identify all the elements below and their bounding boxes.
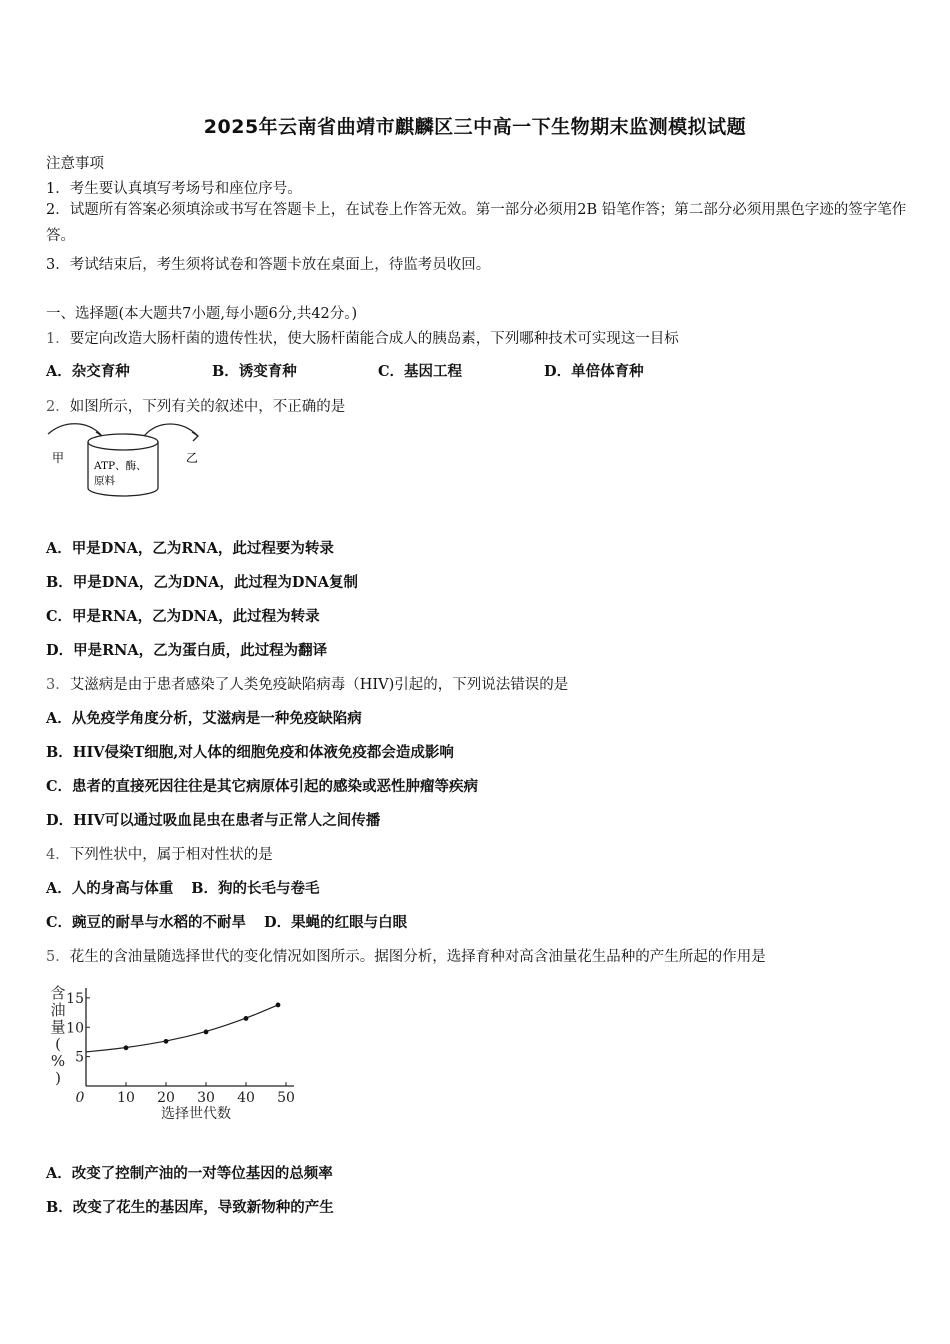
cylinder-diagram	[44, 420, 214, 500]
notice-item-2: 2．试题所有答案必须填涂或书写在答题卡上，在试卷上作答无效。第一部分必须用2B 铅笔作答；第二部分必须用黑色字迹的签字笔作答。	[46, 202, 907, 244]
question-stem: 下列性状中，属于相对性状的是	[69, 847, 273, 863]
q4-options-row-2	[46, 911, 407, 932]
question-stem: 要定向改造大肠杆菌的遗传性状，使大肠杆菌能合成人的胰岛素，下列哪种技术可实现这一目标	[69, 331, 679, 347]
q5-option-b: B．改变了花生的基因库，导致新物种的产生	[46, 1199, 334, 1216]
cylinder-content-1: ATP、酶、	[94, 460, 147, 472]
q3-option-c: C．患者的直接死因往往是其它病原体引起的感染或恶性肿瘤等疾病	[46, 778, 479, 795]
q2-option-d: D．甲是RNA，乙为蛋白质，此过程为翻译	[46, 642, 328, 659]
data-point	[244, 1016, 249, 1021]
right-arrow-head	[192, 432, 198, 441]
question-4	[46, 843, 273, 864]
oil-content-chart	[44, 982, 304, 1124]
notice-item-1: 1．考生要认真填写考场号和座位序号。	[46, 181, 302, 197]
data-point	[164, 1039, 169, 1044]
label-jia: 甲	[52, 451, 65, 465]
x-tick-label: 10	[117, 1090, 135, 1106]
x-tick-label: 0	[75, 1090, 85, 1106]
question-2	[46, 395, 345, 416]
x-tick-label: 20	[157, 1090, 175, 1106]
y-tick-label: 15	[66, 990, 84, 1007]
question-1	[46, 327, 679, 348]
cylinder-content-2: 原料	[94, 475, 115, 487]
option-c: C．基因工程	[378, 363, 463, 380]
series-line	[86, 1005, 278, 1052]
cylinder-bottom	[88, 488, 158, 496]
section-heading: 一、选择题(本大题共7小题,每小题6分,共42分。)	[46, 306, 358, 322]
data-point	[276, 1003, 281, 1008]
left-arrow-curve	[48, 424, 102, 436]
option-a: A．杂交育种	[46, 363, 130, 380]
q2-option-a: A．甲是DNA，乙为RNA，此过程要为转录	[46, 540, 334, 557]
cylinder-top	[88, 434, 158, 450]
option-a: A．人的身高与体重	[46, 880, 174, 897]
q2-option-b: B．甲是DNA，乙为DNA，此过程为DNA复制	[46, 574, 358, 591]
data-point	[124, 1045, 129, 1050]
q4-options-row-1	[46, 877, 320, 898]
data-point	[204, 1030, 209, 1035]
q3-option-a: A．从免疫学角度分析，艾滋病是一种免疫缺陷病	[46, 710, 362, 727]
notice-item-3: 3．考试结束后，考生须将试卷和答题卡放在桌面上，待监考员收回。	[46, 257, 491, 273]
question-3	[46, 673, 568, 694]
question-stem: 艾滋病是由于患者感染了人类免疫缺陷病毒（HIV)引起的，下列说法错误的是	[69, 677, 569, 693]
q2-option-c: C．甲是RNA，乙为DNA，此过程为转录	[46, 608, 320, 625]
q3-option-b: B．HIV侵染T细胞,对人体的细胞免疫和体液免疫都会造成影响	[46, 744, 454, 761]
question-stem: 花生的含油量随选择世代的变化情况如图所示。据图分析，选择育种对高含油量花生品种的产生所起的作用是	[69, 949, 766, 965]
svg-text:含油量(%): 含油量( % )	[50, 984, 66, 1087]
question-5	[46, 945, 766, 966]
option-c: C．豌豆的耐旱与水稻的不耐旱	[46, 914, 247, 931]
x-axis-title: 选择世代数	[161, 1106, 231, 1122]
x-tick-label: 50	[277, 1090, 295, 1106]
q5-option-a: A．改变了控制产油的一对等位基因的总频率	[46, 1165, 333, 1182]
option-b: B．诱变育种	[212, 363, 297, 380]
y-tick-label: 10	[66, 1020, 84, 1037]
question-number: 3．	[46, 677, 70, 693]
question-1-options	[46, 360, 710, 381]
question-number: 1．	[46, 331, 70, 347]
y-axis-title	[50, 984, 65, 1087]
x-tick-label: 30	[197, 1090, 215, 1106]
option-d: D．果蝇的红眼与白眼	[264, 914, 408, 931]
q3-option-d: D．HIV可以通过吸血昆虫在患者与正常人之间传播	[46, 812, 381, 829]
option-b: B．狗的长毛与卷毛	[191, 880, 320, 897]
label-yi: 乙	[186, 451, 199, 465]
x-tick-label: 40	[237, 1090, 255, 1106]
question-number: 4．	[46, 847, 70, 863]
question-number: 2．	[46, 399, 70, 415]
question-number: 5．	[46, 949, 70, 965]
question-stem: 如图所示，下列有关的叙述中，不正确的是	[69, 399, 346, 415]
right-arrow-curve	[144, 424, 198, 436]
notice-heading: 注意事项	[46, 156, 104, 172]
option-d: D．单倍体育种	[544, 363, 644, 380]
page-title: 2025年云南省曲靖市麒麟区三中高一下生物期末监测模拟试题	[203, 116, 747, 138]
y-tick-label: 5	[75, 1049, 84, 1066]
